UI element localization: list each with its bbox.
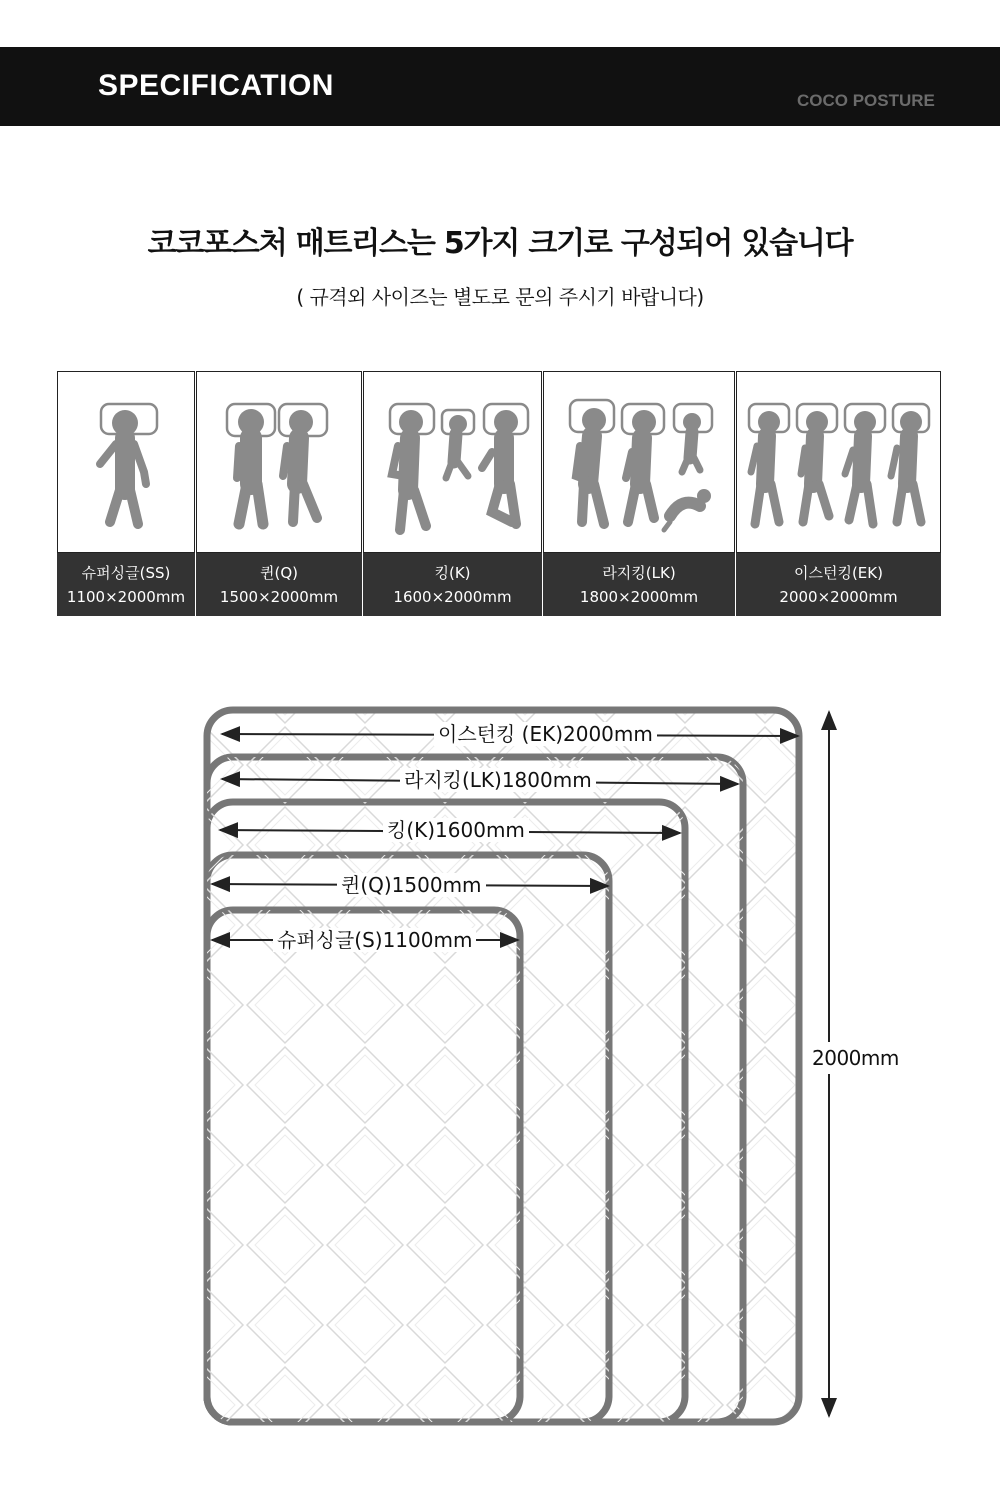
- sleeper-illustration-ek: [736, 371, 941, 553]
- size-cell-ss: [57, 371, 195, 616]
- family-with-dog-icon: [544, 372, 734, 552]
- dim-label-q: 퀸(Q)1500mm: [337, 873, 486, 897]
- size-name: 슈퍼싱글(SS): [81, 564, 171, 582]
- size-dims: 1600×2000mm: [393, 588, 512, 606]
- spec-header: [0, 47, 1000, 126]
- size-cell-lk: [543, 371, 735, 616]
- size-name: 킹(K): [434, 564, 471, 582]
- size-cell-ek: [736, 371, 941, 616]
- two-people-icon: [197, 372, 361, 552]
- size-label-ek: [736, 553, 941, 616]
- size-label-q: [196, 553, 362, 616]
- size-dims: 2000×2000mm: [779, 588, 898, 606]
- subline: ( 규격외 사이즈는 별도로 문의 주시기 바랍니다): [296, 285, 704, 309]
- headline: 코코포스처 매트리스는 5가지 크기로 구성되어 있습니다: [147, 226, 853, 261]
- sleeper-illustration-k: [363, 371, 542, 553]
- dim-label-ss: 슈퍼싱글(S)1100mm: [273, 928, 476, 952]
- header-title: SPECIFICATION: [98, 69, 334, 102]
- brand-name: COCO POSTURE: [797, 91, 935, 110]
- size-name: 퀸(Q): [259, 564, 298, 582]
- sleeper-illustration-q: [196, 371, 362, 553]
- one-person-icon: [58, 372, 194, 552]
- size-name: 라지킹(LK): [602, 564, 676, 582]
- size-dims: 1500×2000mm: [219, 588, 339, 606]
- size-dims: 1100×2000mm: [66, 588, 186, 606]
- size-name: 이스턴킹(EK): [794, 564, 883, 582]
- mattress-ss: [207, 910, 520, 1422]
- dim-label-k: 킹(K)1600mm: [383, 818, 529, 842]
- sleeper-illustration-ss: [57, 371, 195, 553]
- four-people-icon: [737, 372, 940, 552]
- size-label-lk: [543, 553, 735, 616]
- size-dims: 1800×2000mm: [579, 588, 699, 606]
- dim-label-lk: 라지킹(LK)1800mm: [400, 768, 596, 792]
- size-cell-k: [363, 371, 542, 616]
- sleeper-illustration-lk: [543, 371, 735, 553]
- height-label: 2000mm: [812, 1042, 899, 1074]
- size-label-ss: [57, 553, 195, 616]
- two-people-child-icon: [364, 372, 541, 552]
- dim-label-ek: 이스턴킹 (EK)2000mm: [434, 722, 657, 746]
- size-cell-q: [196, 371, 362, 616]
- size-label-k: [363, 553, 542, 616]
- size-table: [57, 371, 941, 616]
